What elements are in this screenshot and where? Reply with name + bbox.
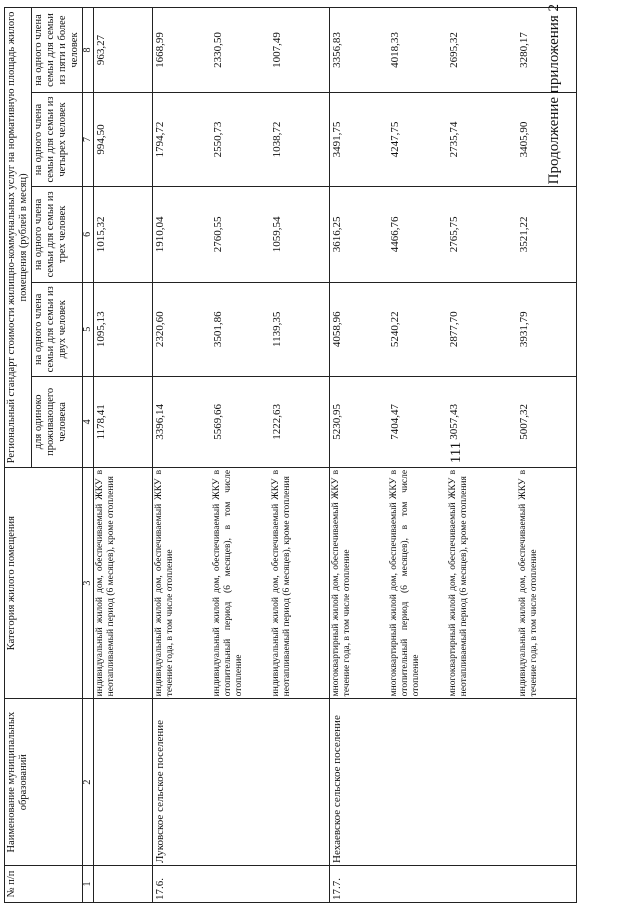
cost-value: 4466,76 <box>388 187 447 283</box>
cost-value: 3521,22 <box>517 187 576 283</box>
municipality-name <box>270 699 329 866</box>
municipality-name <box>93 699 152 866</box>
housing-category: индивидуальный жилой дом, обеспечиваемый ЖКУ в течение года, в том числе отопление <box>517 467 576 698</box>
subheader-3: на одного члена семьи для семьи из трех человек <box>31 187 82 283</box>
municipality-name <box>517 699 576 866</box>
cost-value: 5007,32 <box>517 376 576 467</box>
housing-category: индивидуальный жилой дом, обеспечиваемый ЖКУ в неотапливаемый период (6 месяцев), кроме отопления <box>93 467 152 698</box>
cost-value: 7404,47 <box>388 376 447 467</box>
row-number <box>388 865 447 902</box>
cost-value: 3057,43 <box>447 376 517 467</box>
header-num: № п/п <box>5 865 83 902</box>
row-number: 17.6. <box>152 865 211 902</box>
housing-category: индивидуальный жилой дом, обеспечиваемый ЖКУ в течение года, в том числе отопление <box>152 467 211 698</box>
cost-value: 2735,74 <box>447 92 517 186</box>
cost-value: 1178,41 <box>93 376 152 467</box>
cost-value: 5569,66 <box>211 376 270 467</box>
row-number <box>93 865 152 902</box>
cost-value: 994,50 <box>93 92 152 186</box>
cost-value: 1910,04 <box>152 187 211 283</box>
municipality-name <box>388 699 447 866</box>
cost-value: 1059,54 <box>270 187 329 283</box>
page-number: 111 <box>448 441 464 464</box>
cost-value: 4018,33 <box>388 8 447 93</box>
cost-value: 2877,70 <box>447 282 517 376</box>
col-number: 5 <box>82 282 93 376</box>
col-number: 7 <box>82 92 93 186</box>
cost-value: 1668,99 <box>152 8 211 93</box>
row-number <box>211 865 270 902</box>
cost-value: 963,27 <box>93 8 152 93</box>
cost-value: 1038,72 <box>270 92 329 186</box>
cost-value: 2765,75 <box>447 187 517 283</box>
col-number: 8 <box>82 8 93 93</box>
table-row <box>93 8 152 903</box>
column-number-row <box>82 8 93 903</box>
table-row <box>388 8 447 903</box>
cost-value: 5230,95 <box>329 376 388 467</box>
table-row <box>211 8 270 903</box>
municipality-name: Луковское сельское поселение <box>152 699 211 866</box>
subheader-4: на одного члена семьи для семьи из четырех человек <box>31 92 82 186</box>
cost-value: 1095,13 <box>93 282 152 376</box>
cost-value: 3405,90 <box>517 92 576 186</box>
col-number: 4 <box>82 376 93 467</box>
cost-value: 1007,49 <box>270 8 329 93</box>
housing-category: многоквартирный жилой дом, обеспечиваемый ЖКУ в течение года, в том числе отопление <box>329 467 388 698</box>
municipality-name: Нехаевское сельское поселение <box>329 699 388 866</box>
housing-category: многоквартирный жилой дом, обеспечиваемый ЖКУ в отопительный период (6 месяцев), в том числе отопление <box>388 467 447 698</box>
cost-value: 3931,79 <box>517 282 576 376</box>
cost-value: 3501,86 <box>211 282 270 376</box>
row-number <box>270 865 329 902</box>
cost-value: 1222,63 <box>270 376 329 467</box>
housing-category: многоквартирный жилой дом, обеспечиваемый ЖКУ в неотапливаемый период (6 месяцев), кроме отопления <box>447 467 517 698</box>
row-number <box>517 865 576 902</box>
housing-category: индивидуальный жилой дом, обеспечиваемый ЖКУ в отопительный период (6 месяцев), в том числе отопление <box>211 467 270 698</box>
housing-category: индивидуальный жилой дом, обеспечиваемый ЖКУ в неотапливаемый период (6 месяцев), кроме отопления <box>270 467 329 698</box>
subheader-1: для одиноко проживающего человека <box>31 376 82 467</box>
continuation-title: Продолжение приложения 2 <box>546 4 562 185</box>
cost-value: 2695,32 <box>447 8 517 93</box>
cost-value: 3356,83 <box>329 8 388 93</box>
col-number: 1 <box>82 865 93 902</box>
cost-value: 4247,75 <box>388 92 447 186</box>
table-row <box>152 8 211 903</box>
cost-value: 1015,32 <box>93 187 152 283</box>
header-municipality: Наименование муниципальных образований <box>5 699 83 866</box>
cost-value: 3491,75 <box>329 92 388 186</box>
table-row <box>329 8 388 903</box>
subheader-2: на одного члена семьи для семьи из двух человек <box>31 282 82 376</box>
table-row <box>270 8 329 903</box>
cost-value: 3396,14 <box>152 376 211 467</box>
table-body <box>93 8 576 903</box>
cost-value: 2550,73 <box>211 92 270 186</box>
header-standard: Региональный стандарт стоимости жилищно-коммунальных услуг на нормативную площадь жилого помещения (рублей в месяц) <box>5 8 32 468</box>
cost-value: 2320,60 <box>152 282 211 376</box>
row-number: 17.7. <box>329 865 388 902</box>
cost-value: 3616,25 <box>329 187 388 283</box>
municipality-name <box>211 699 270 866</box>
subheader-5: на одного члена семьи для семьи из пяти и более человек <box>31 8 82 93</box>
cost-value: 2760,55 <box>211 187 270 283</box>
cost-value: 3280,17 <box>517 8 576 93</box>
cost-value: 1794,72 <box>152 92 211 186</box>
col-number: 6 <box>82 187 93 283</box>
col-number: 3 <box>82 467 93 698</box>
col-number: 2 <box>82 699 93 866</box>
cost-value: 5240,22 <box>388 282 447 376</box>
cost-value: 2330,50 <box>211 8 270 93</box>
cost-value: 4058,96 <box>329 282 388 376</box>
header-category: Категория жилого помещения <box>5 467 83 698</box>
cost-value: 1139,35 <box>270 282 329 376</box>
housing-cost-table <box>4 7 577 903</box>
